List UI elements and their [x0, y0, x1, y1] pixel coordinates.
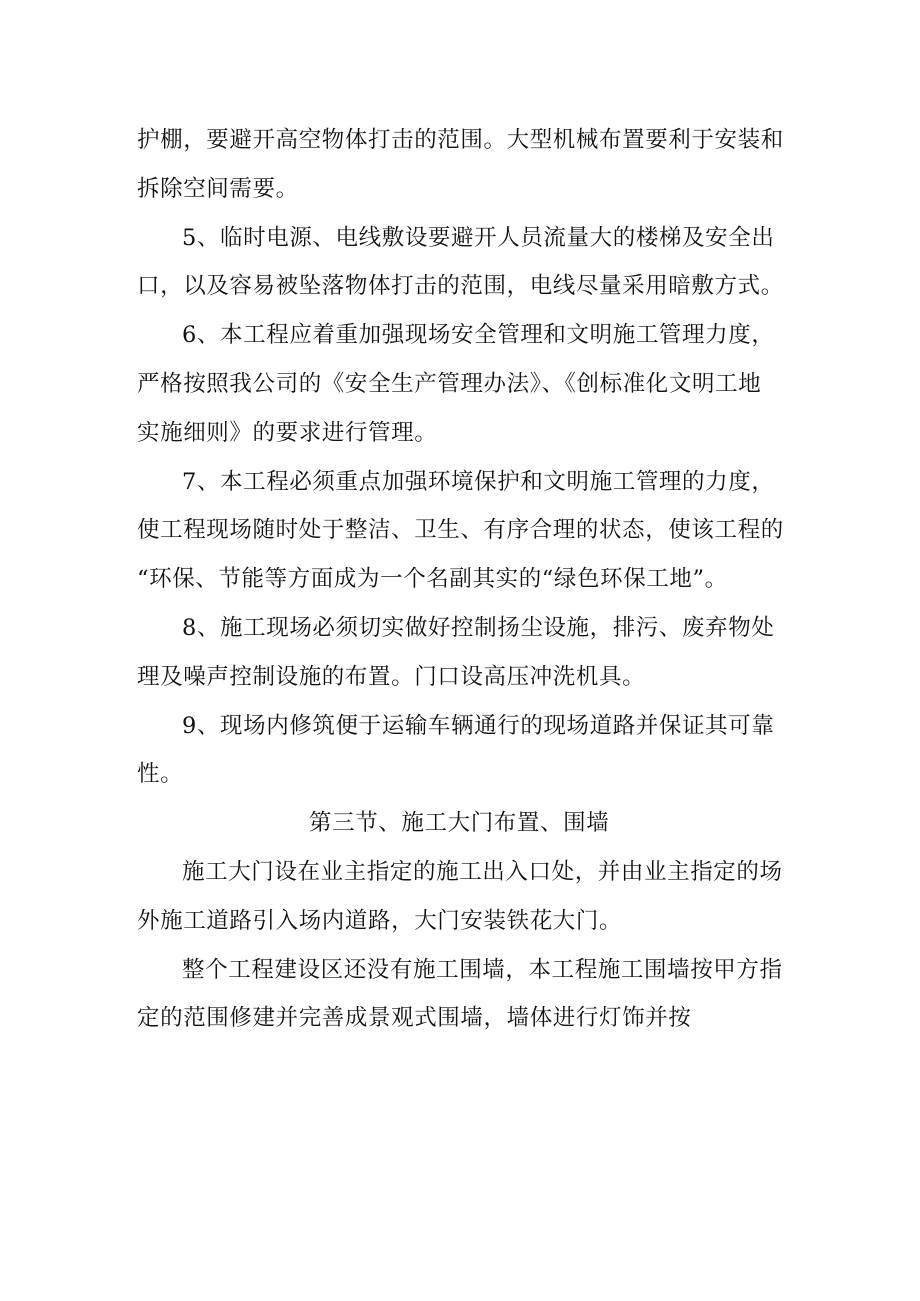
- section-heading: 第三节、施工大门布置、围墙: [309, 810, 610, 837]
- wall-paragraph-line-2: 定的范围修建并完善成景观式围墙，墙体进行灯饰并按: [137, 1005, 692, 1032]
- item-5-line-2: 口，以及容易被坠落物体打击的范围，电线尽量采用暗敷方式。: [137, 273, 784, 300]
- item-9-line-1: 9、现场内修筑便于运输车辆通行的现场道路并保证其可靠: [182, 712, 775, 739]
- item-6-line-3: 实施细则》的要求进行管理。: [137, 419, 438, 446]
- item-7-line-1: 7、本工程必须重点加强环境保护和文明施工管理的力度，: [182, 468, 775, 495]
- item-8-line-1: 8、施工现场必须切实做好控制扬尘设施，排污、废弃物处: [182, 614, 775, 641]
- gate-paragraph-line-2: 外施工道路引入场内道路，大门安装铁花大门。: [137, 907, 623, 934]
- wall-paragraph-line-1: 整个工程建设区还没有施工围墙，本工程施工围墙按甲方指: [182, 956, 783, 983]
- item-6-line-2: 严格按照我公司的《安全生产管理办法》、《创标准化文明工地: [137, 370, 762, 397]
- item-9-line-2: 性。: [137, 761, 184, 788]
- item-7-line-2: 使工程现场随时处于整洁、卫生、有序合理的状态，使该工程的: [137, 517, 784, 544]
- text-line-2: 拆除空间需要。: [137, 175, 299, 202]
- item-6-line-1: 6、本工程应着重加强现场安全管理和文明施工管理力度，: [182, 322, 775, 349]
- item-7-line-3: “环保、节能等方面成为一个名副其实的“绿色环保工地”。: [137, 566, 728, 593]
- document-body: [137, 116, 787, 1043]
- text-line-1: 护棚，要避开高空物体打击的范围。大型机械布置要利于安装和: [137, 127, 784, 153]
- item-5-line-1: 5、临时电源、电线敷设要避开人员流量大的楼梯及安全出: [182, 224, 775, 251]
- gate-paragraph-line-1: 施工大门设在业主指定的施工出入口处，并由业主指定的场: [182, 858, 783, 885]
- item-8-line-2: 理及噪声控制设施的布置。门口设高压冲洗机具。: [137, 663, 646, 690]
